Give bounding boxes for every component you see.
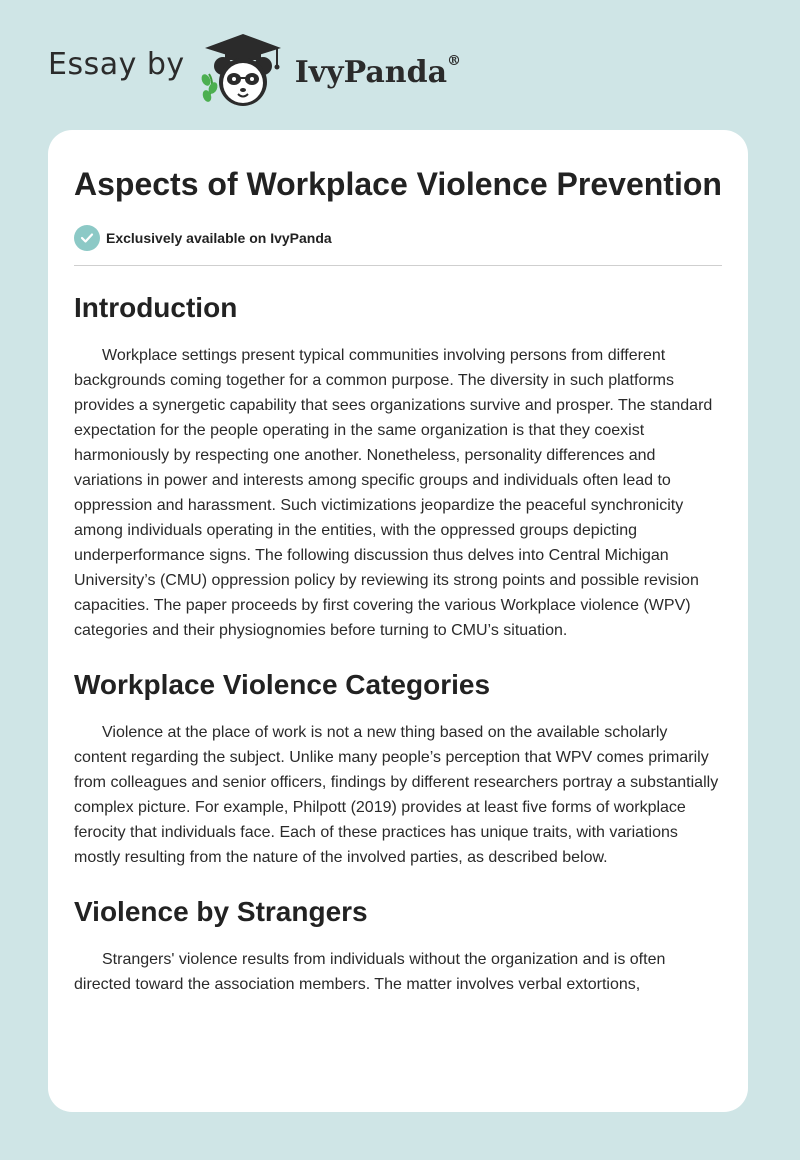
site-header <box>48 30 461 110</box>
brand-text: IvyPanda <box>294 54 448 90</box>
section-heading-strangers: Violence by Strangers <box>74 896 368 927</box>
exclusive-label: Exclusively available on IvyPanda <box>106 230 332 246</box>
registered-mark: ® <box>447 52 462 69</box>
section-paragraph-categories: Violence at the place of work is not a new thing based on the available scholarly content regarding the subject. Unlike many people’s perception that WPV comes primarily from colleagues and senior officers, findings by different researchers portray a substantially complex picture. For example, Philpott (2019) provides at least five forms of workplace ferocity that individuals face. Each of these practices has unique traits, with variations mostly resulting from the nature of the involved parties, as described below. <box>74 724 719 866</box>
section-heading-categories: Workplace Violence Categories <box>74 669 491 700</box>
ivypanda-logo-icon[interactable] <box>199 30 287 110</box>
section-paragraph-introduction: Workplace settings present typical communities involving persons from different backgrounds coming together for a common purpose. The diversity in such platforms provides a synergetic capability that sees organizations survive and prosper. The standard expectation for the people operating in the same organization is that they coexist harmoniously by respecting one another. Nonetheless, personality differences and variations in power and interests among specific groups and individuals often lead to oppression and harassment. Such victimizations jeopardize the peaceful synchronicity among individuals operating in the entities, with the oppressed groups depicting underperformance signs. The following discussion thus delves into Central Michigan University’s (CMU) oppression policy by reviewing its strong points and possible revision capacities. The paper proceeds by first covering the various Workplace violence (WPV) categories and their physiognomies before turning to CMU’s situation. <box>74 347 713 639</box>
section-paragraph-strangers: Strangers' violence results from individuals without the organization and is often directed toward the association members. The matter involves verbal extortions, <box>74 951 666 993</box>
exclusive-badge <box>74 225 722 266</box>
brand-name[interactable] <box>294 52 462 90</box>
essay-by-label: Essay by <box>48 46 185 82</box>
article-title: Aspects of Workplace Violence Prevention <box>74 166 722 202</box>
section-heading-introduction: Introduction <box>74 292 238 323</box>
check-icon <box>74 225 100 251</box>
article-card <box>48 130 748 1112</box>
